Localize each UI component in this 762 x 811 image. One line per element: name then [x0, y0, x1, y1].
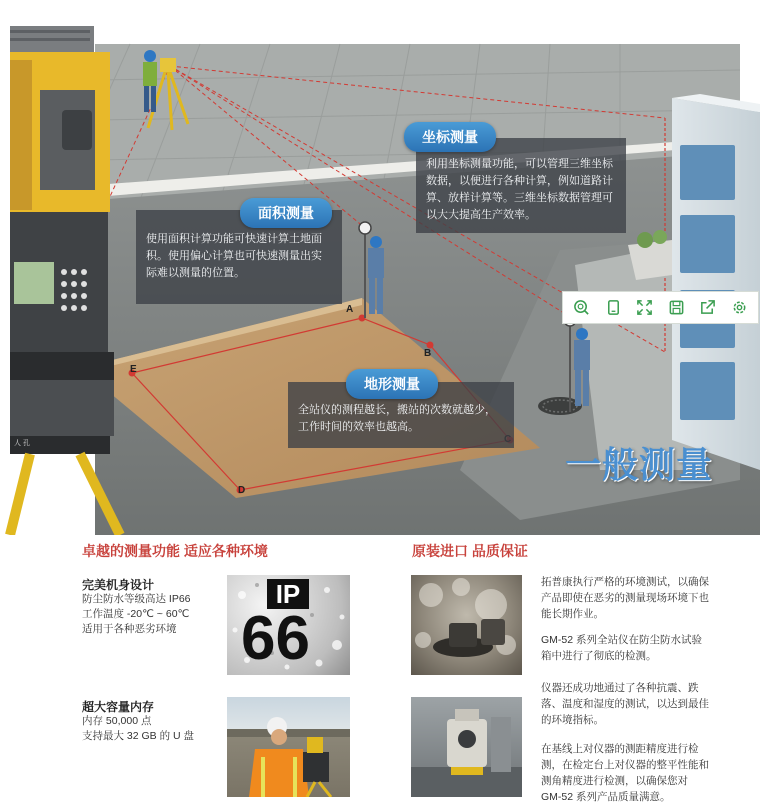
- ip-label: IP: [267, 579, 309, 609]
- share-icon[interactable]: [695, 295, 721, 321]
- point-label-d: D: [238, 485, 246, 496]
- coord-measure-title: 坐标测量: [404, 122, 496, 152]
- feature-body-design-line3: 适用于各种恶劣环境: [82, 623, 177, 635]
- feature-memory-line1: 内存 50,000 点: [82, 715, 152, 727]
- dust-test-chamber-photo: [411, 575, 522, 675]
- point-label-e: E: [130, 364, 137, 375]
- instrument-plate-text: 人 孔: [14, 440, 30, 447]
- feature-body-design-title: 完美机身设计: [82, 578, 155, 592]
- fullscreen-icon[interactable]: [632, 295, 658, 321]
- feature-body-design-line1: 防尘防水等级高达 IP66: [82, 593, 191, 605]
- tablet-icon[interactable]: [600, 295, 626, 321]
- area-measure-desc: 使用面积计算功能可快速计算土地面积。使用偏心计算也可快速测量出实际难以测量的位置。: [146, 233, 322, 279]
- coord-measure-desc: 利用坐标测量功能，可以管理三维坐标数据，以便进行各种计算，例如道路计算、放样计算等。三维坐标数据管理可以大大提高生产效率。: [426, 158, 613, 221]
- zoom-search-icon[interactable]: [569, 295, 595, 321]
- ip-rating-number: 66: [241, 604, 310, 673]
- area-measure-title: 面积测量: [240, 198, 332, 228]
- feature-memory-title: 超大容量内存: [82, 700, 155, 714]
- quality-para-3: 仪器还成功地通过了各种抗震、跌落、温度和湿度的测试，以达到最佳的环境指标。: [541, 682, 709, 726]
- quality-para-2: GM-52 系列全站仪在防尘防水试验箱中进行了彻底的检测。: [541, 634, 703, 662]
- quality-para-4: 在基线上对仪器的测距精度进行检测，在检定台上对仪器的整平性能和测角精度进行检测，以确保您对 GM-52 系列产品质量满意。: [541, 743, 709, 803]
- image-toolbar: [562, 291, 759, 324]
- quality-para-1: 拓普康执行严格的环境测试，以确保产品即使在恶劣的测量现场环境下也能长期作业。: [541, 576, 709, 620]
- coord-measure-callout: [416, 138, 626, 233]
- settings-icon[interactable]: [726, 295, 752, 321]
- right-section-heading: 原装进口 品质保证: [412, 543, 528, 559]
- field-surveyor-photo: [227, 697, 350, 797]
- feature-memory-line2: 支持最大 32 GB 的 U 盘: [82, 730, 195, 742]
- calibration-bench-photo: [411, 697, 522, 797]
- ip66-badge-image: [227, 575, 350, 675]
- point-label-b: B: [424, 348, 432, 359]
- topo-measure-title: 地形测量: [346, 369, 438, 399]
- topo-measure-desc: 全站仪的测程越长，搬站的次数就越少，工作时间的效率也越高。: [298, 404, 496, 433]
- general-survey-title: 一般测量: [565, 444, 714, 485]
- point-label-a: A: [346, 304, 354, 315]
- save-icon[interactable]: [663, 295, 689, 321]
- feature-body-design-line2: 工作温度 -20℃ ~ 60℃: [82, 608, 190, 620]
- left-section-heading: 卓越的测量功能 适应各种环境: [82, 543, 268, 559]
